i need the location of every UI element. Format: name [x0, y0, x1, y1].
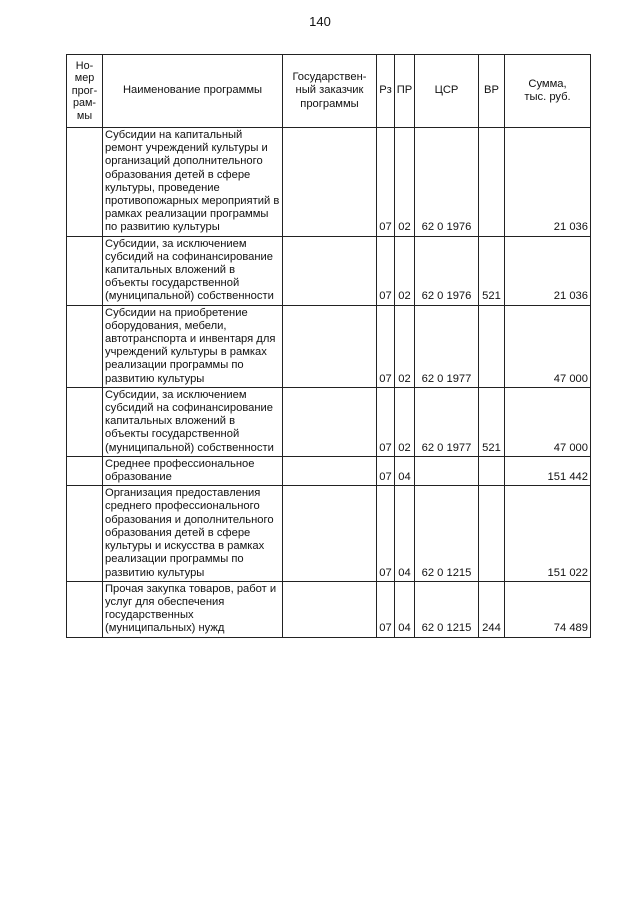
program-name: Субсидии, за исключением субсидий на софинансирование капитальных вложений в объекты государственной (муниципальной) собственности [103, 387, 283, 456]
table-row [67, 456, 591, 485]
csr-cell: 62 0 1976 [415, 128, 479, 237]
csr-cell: 62 0 1977 [415, 305, 479, 387]
pr-cell: 02 [395, 236, 415, 305]
vr-cell [479, 486, 505, 581]
program-name: Субсидии, за исключением субсидий на софинансирование капитальных вложений в объекты государственной (муниципальной) собственности [103, 236, 283, 305]
csr-cell: 62 0 1976 [415, 236, 479, 305]
rz-cell: 07 [377, 581, 395, 637]
header-program-number: Но- мер прог- рам- мы [67, 55, 103, 128]
program-name: Субсидии на приобретение оборудования, мебели, автотранспорта и инвентаря для учреждений культуры в рамках реализации программы по развитию культуры [103, 305, 283, 387]
customer-cell [283, 128, 377, 237]
pr-cell: 02 [395, 387, 415, 456]
program-name: Прочая закупка товаров, работ и услуг для обеспечения государственных (муниципальных) нужд [103, 581, 283, 637]
program-name: Организация предоставления среднего профессионального образования и дополнительного образования детей в сфере культуры и искусства в рамках реализации программы по развитию культуры [103, 486, 283, 581]
sum-cell: 74 489 [505, 581, 591, 637]
table-row [67, 486, 591, 581]
header-program-name: Наименование программы [103, 55, 283, 128]
header-csr: ЦСР [415, 55, 479, 128]
program-name: Субсидии на капитальный ремонт учреждений культуры и организаций дополнительного образования детей в сфере культуры, проведение противопожарных мероприятий в рамках реализации программы по развитию культуры [103, 128, 283, 237]
table-header-row [67, 55, 591, 128]
num-cell [67, 387, 103, 456]
pr-cell: 02 [395, 128, 415, 237]
sum-cell: 47 000 [505, 387, 591, 456]
vr-cell [479, 305, 505, 387]
header-sum: Сумма, тыс. руб. [505, 55, 591, 128]
vr-cell: 521 [479, 387, 505, 456]
rz-cell: 07 [377, 387, 395, 456]
vr-cell: 244 [479, 581, 505, 637]
header-rz: Рз [377, 55, 395, 128]
customer-cell [283, 486, 377, 581]
sum-cell: 21 036 [505, 236, 591, 305]
pr-cell: 02 [395, 305, 415, 387]
table-row [67, 387, 591, 456]
header-pr: ПР [395, 55, 415, 128]
csr-cell [415, 456, 479, 485]
vr-cell [479, 128, 505, 237]
num-cell [67, 581, 103, 637]
customer-cell [283, 236, 377, 305]
csr-cell: 62 0 1215 [415, 581, 479, 637]
header-vr: ВР [479, 55, 505, 128]
rz-cell: 07 [377, 456, 395, 485]
table-row [67, 236, 591, 305]
table-row [67, 581, 591, 637]
page-number: 140 [309, 14, 331, 29]
vr-cell [479, 456, 505, 485]
num-cell [67, 456, 103, 485]
num-cell [67, 305, 103, 387]
budget-table [66, 54, 591, 638]
table-row [67, 128, 591, 237]
vr-cell: 521 [479, 236, 505, 305]
pr-cell: 04 [395, 456, 415, 485]
csr-cell: 62 0 1215 [415, 486, 479, 581]
sum-cell: 151 442 [505, 456, 591, 485]
sum-cell: 151 022 [505, 486, 591, 581]
num-cell [67, 236, 103, 305]
rz-cell: 07 [377, 128, 395, 237]
csr-cell: 62 0 1977 [415, 387, 479, 456]
rz-cell: 07 [377, 486, 395, 581]
pr-cell: 04 [395, 581, 415, 637]
sum-cell: 21 036 [505, 128, 591, 237]
pr-cell: 04 [395, 486, 415, 581]
customer-cell [283, 456, 377, 485]
header-customer: Государствен- ный заказчик программы [283, 55, 377, 128]
rz-cell: 07 [377, 236, 395, 305]
customer-cell [283, 581, 377, 637]
rz-cell: 07 [377, 305, 395, 387]
customer-cell [283, 305, 377, 387]
program-name: Среднее профессиональное образование [103, 456, 283, 485]
sum-cell: 47 000 [505, 305, 591, 387]
table-row [67, 305, 591, 387]
num-cell [67, 486, 103, 581]
num-cell [67, 128, 103, 237]
customer-cell [283, 387, 377, 456]
